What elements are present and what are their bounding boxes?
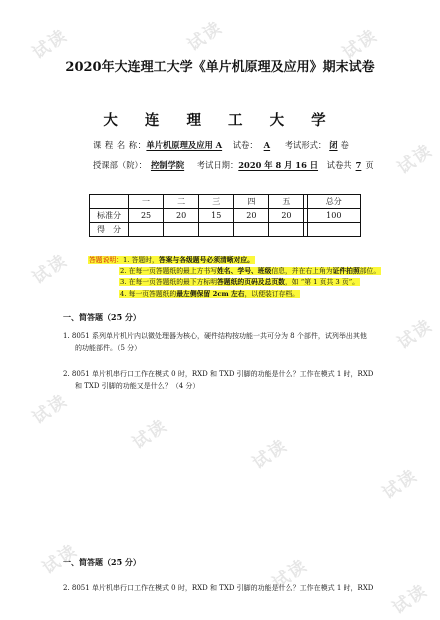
watermark: 试读: [39, 540, 82, 579]
page-count-label: 试卷共: [326, 160, 352, 170]
header-cell: 五: [269, 195, 304, 209]
score-cell: 15: [199, 209, 234, 223]
instruction-1: [88, 255, 380, 266]
section-heading: 一、简答题（25 分）: [63, 312, 141, 322]
question-2-line-1: 2. 8051 单片机串行口工作在模式 0 时，RXD 和 TXD 引脚的功能是什么？工作在模式 1 时，RXD: [63, 370, 374, 378]
instruction-2: [88, 266, 380, 277]
score-cell: 20: [269, 209, 304, 223]
standard-score-row: [90, 209, 361, 223]
instruction-4: [88, 289, 380, 300]
question-1: [63, 330, 403, 354]
question-2-line-2: 和 TXD 引脚的功能又是什么？（4 分）: [75, 382, 200, 390]
university-name: 大 连 理 工 大 学: [103, 112, 337, 129]
score-cell: [129, 223, 164, 237]
score-cell: 25: [129, 209, 164, 223]
answer-instructions: [88, 255, 380, 300]
watermark: 试读: [394, 315, 437, 354]
exam-form-label: 考试形式：: [284, 140, 327, 150]
score-cell: [269, 223, 304, 237]
header-cell: 二: [164, 195, 199, 209]
exam-date-value: 2020 年 8 月 16 日: [238, 160, 319, 170]
instruction-text: 2. 在每一页答题纸的最上方书写: [120, 267, 218, 276]
row-label: 标准分: [90, 209, 129, 223]
header-cell: [90, 195, 129, 209]
course-label: 课 程 名 称：: [93, 140, 147, 150]
score-cell: [199, 223, 234, 237]
instruction-emphasis: 证件拍照: [332, 267, 360, 276]
instruction-text: 3. 在每一页答题纸的最下方标明: [120, 278, 218, 287]
score-cell: [164, 223, 199, 237]
page-count-suffix: 页: [365, 160, 374, 170]
score-cell: [234, 223, 269, 237]
instruction-emphasis: 姓名、学号、班级: [217, 267, 272, 276]
instruction-text: ，以便装订存档。: [244, 289, 299, 298]
instruction-text: ，如 “第 1 页共 3 页”。: [284, 278, 359, 287]
watermark: 试读: [129, 415, 172, 454]
dept-info-line: [93, 159, 374, 171]
watermark: 试读: [339, 25, 382, 64]
instruction-emphasis: 答题纸的页码及总页数: [217, 278, 285, 287]
header-cell: 一: [129, 195, 164, 209]
instructions-prefix: 答题说明：: [89, 256, 123, 264]
instruction-text: 4. 每一页答题纸的: [120, 289, 177, 298]
score-table-header-row: [90, 195, 361, 209]
page-count-value: 7: [355, 160, 362, 170]
header-cell: 总分: [307, 195, 360, 209]
course-value: 单片机原理及应用 A: [146, 140, 223, 150]
watermark: 试读: [184, 17, 227, 56]
header-cell: 四: [234, 195, 269, 209]
exam-date-label: 考试日期：: [196, 160, 239, 170]
instruction-text: 1. 答题时，: [122, 256, 159, 264]
question-2-repeat: 2. 8051 单片机串行口工作在模式 0 时，RXD 和 TXD 引脚的功能是什么？工作在模式 1 时，RXD: [63, 584, 374, 592]
paper-label: 试卷：: [232, 140, 258, 150]
watermark: 试读: [379, 465, 422, 504]
dept-value: 控制学院: [150, 160, 185, 170]
watermark: 试读: [29, 250, 72, 289]
score-cell: 100: [307, 209, 360, 223]
instruction-text: 部位。: [359, 267, 381, 276]
watermark: 试读: [269, 555, 312, 594]
score-cell: [307, 223, 360, 237]
question-1-line-1: 1. 8051 系列单片机片内以微处理器为核心，硬件结构按功能一共可分为 8 个部件，试列举出其他: [63, 332, 367, 340]
paper-value: A: [263, 140, 271, 150]
instruction-emphasis: 答案与各级题号必须清晰对应。: [158, 256, 254, 264]
exam-form-value: 闭: [329, 140, 338, 150]
watermark: 试读: [29, 390, 72, 429]
instruction-text: 信息，并在右上角为: [271, 267, 333, 276]
row-label: 得 分: [90, 223, 129, 237]
course-info-line: [93, 139, 349, 151]
watermark: 试读: [389, 580, 432, 619]
watermark: 试读: [249, 435, 292, 474]
watermark: 试读: [394, 140, 437, 179]
question-1-line-2: 的功能部件。（5 分）: [75, 344, 142, 352]
instruction-emphasis: 最左侧保留 2cm 左右: [176, 289, 245, 298]
exam-title: 2020年大连理工大学《单片机原理及应用》期末试卷: [65, 60, 375, 75]
dept-label: 授课部（院）：: [93, 160, 147, 170]
watermark: 试读: [29, 25, 72, 64]
header-cell: 三: [199, 195, 234, 209]
instruction-3: [88, 277, 380, 288]
section-heading-repeat: 一、简答题（25 分）: [63, 557, 141, 567]
question-2: [63, 368, 403, 392]
obtained-score-row: [90, 223, 361, 237]
score-cell: 20: [234, 209, 269, 223]
score-table: [89, 194, 361, 237]
exam-form-suffix: 卷: [340, 140, 349, 150]
score-cell: 20: [164, 209, 199, 223]
